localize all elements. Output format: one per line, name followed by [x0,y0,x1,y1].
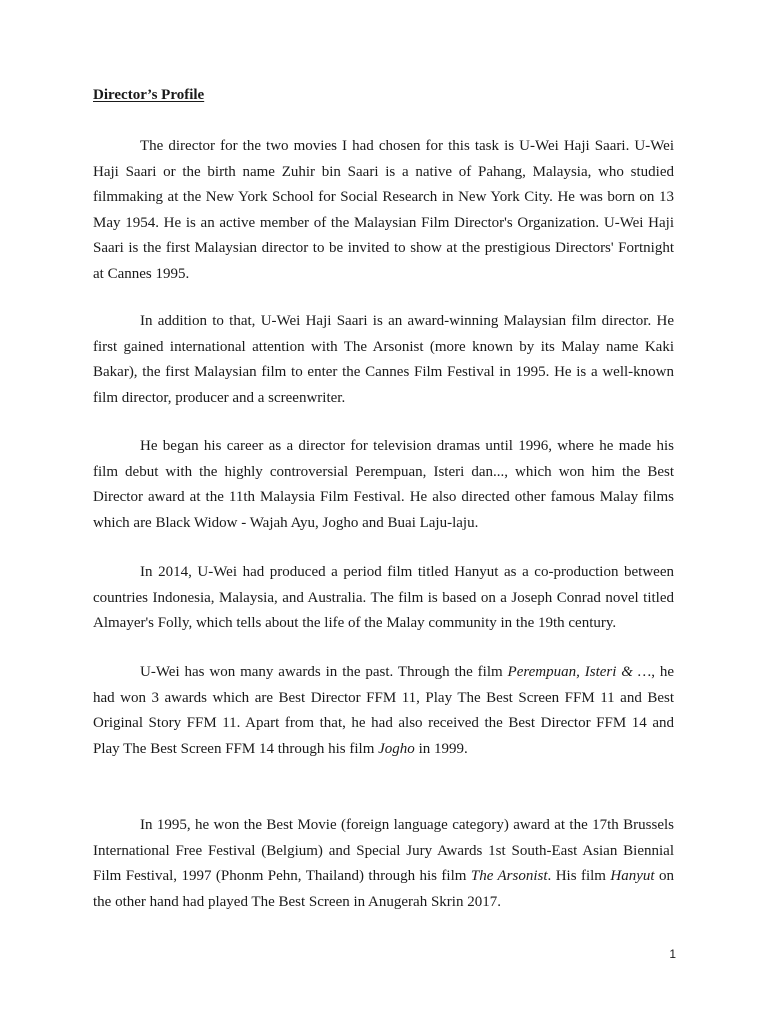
paragraph-text: U-Wei has won many awards in the past. Through the film [140,664,508,680]
paragraph-text: . His film [547,868,611,884]
paragraph-text: The director for the two movies I had chosen for this task is U-Wei Haji Saari. U-Wei Haji Saari or the birth name Zuhir bin Saari is a native of Pahang, Malaysia, who studied filmmaking at the New York School for Social Research in New York City. He was born on 13 May 1954. He is an active member of the Malaysian Film Director's Organization. U-Wei Haji Saari is the first Malaysian director to be invited to show at the prestigious Directors' Fortnight at Cannes 1995. [93,138,674,282]
paragraph-text: He began his career as a director for television dramas until 1996, where he made his film debut with the highly controversial Perempuan, Isteri dan..., which won him the Best Director award at the 11th Malaysia Film Festival. He also directed other famous Malay films which are Black Widow - Wajah Ayu, Jogho and Buai Laju-laju. [93,438,674,531]
paragraph-text: In 1995, he won the Best Movie (foreign language category) award at the 17th Brussels International Free Festival (Belgium) and Special Jury Awards 1st South-East Asian Biennial Film Festival, 1997 (Phonm Pehn, Thailand) through his film [93,817,674,884]
film-title-hanyut: Hanyut [610,868,655,884]
paragraph-career-start [93,434,674,536]
paragraph-awards [93,660,674,762]
paragraph-text: on the other hand had played The Best Screen in Anugerah Skrin 2017. [93,868,674,910]
page-heading: Director’s Profile [93,87,205,103]
paragraph-director-intro [93,134,674,287]
film-title-arsonist: The Arsonist [470,868,548,884]
paragraph-award-winning [93,309,674,411]
film-title-perempuan: Perempuan, Isteri & … [507,664,652,680]
paragraph-text: In 2014, U-Wei had produced a period film titled Hanyut as a co-production between countries Indonesia, Malaysia, and Australia. The film is based on a Joseph Conrad novel titled Almayer's Folly, which tells about the life of the Malay community in the 19th century. [93,564,674,631]
paragraph-international-awards [93,813,674,915]
paragraph-text: In addition to that, U-Wei Haji Saari is an award-winning Malaysian film director. He first gained international attention with The Arsonist (more known by its Malay name Kaki Bakar), the first Malaysian film to enter the Cannes Film Festival in 1995. He is a well-known film director, producer and a screenwriter. [93,313,674,406]
paragraph-text: in 1999. [414,740,468,757]
paragraph-text: , he had won 3 awards which are Best Director FFM 11, Play The Best Screen FFM 11 and Best Original Story FFM 11. Apart from that, he had also received the Best Director FFM 14 and Play The Best Screen FFM 14 through his film [93,664,674,757]
page-number: 1 [669,947,676,961]
paragraph-hanyut-production [93,560,674,637]
film-title-jogho: Jogho [378,740,415,757]
